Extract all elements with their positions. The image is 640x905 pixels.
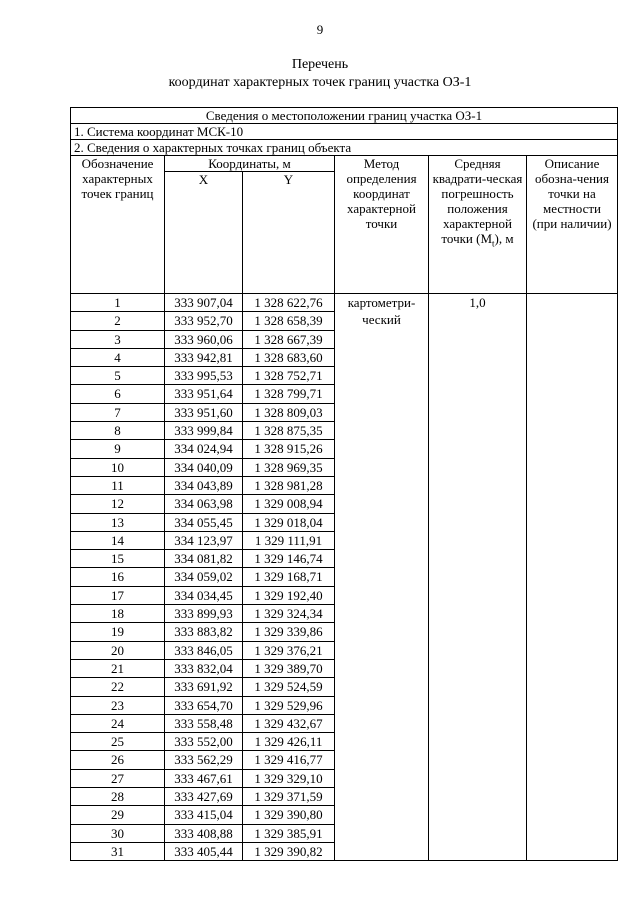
point-number: 23: [71, 696, 165, 714]
coord-x: 333 846,05: [165, 641, 243, 659]
coord-y: 1 328 667,39: [243, 330, 335, 348]
point-number: 2: [71, 312, 165, 330]
coord-x: 333 552,00: [165, 733, 243, 751]
document-title: [0, 56, 640, 92]
coord-x: 333 899,93: [165, 605, 243, 623]
coord-x: 333 995,53: [165, 367, 243, 385]
coord-y: 1 329 432,67: [243, 714, 335, 732]
coord-x: 334 040,09: [165, 458, 243, 476]
coord-system-row: [71, 124, 618, 140]
coord-y: 1 329 426,11: [243, 733, 335, 751]
coord-y: 1 328 969,35: [243, 458, 335, 476]
coord-y: 1 328 809,03: [243, 403, 335, 421]
table-body: [71, 108, 618, 861]
coord-x: 333 952,70: [165, 312, 243, 330]
page-number: 9: [316, 22, 324, 37]
header-y: Y: [243, 172, 335, 294]
point-number: 15: [71, 550, 165, 568]
point-number: 21: [71, 659, 165, 677]
point-number: 24: [71, 714, 165, 732]
coord-y: 1 328 683,60: [243, 348, 335, 366]
title-line-2: координат характерных точек границ участка ОЗ-1: [168, 75, 472, 90]
header-coords: Координаты, м: [165, 156, 335, 172]
point-number: 1: [71, 294, 165, 312]
coord-y: 1 329 008,94: [243, 495, 335, 513]
coord-y: 1 328 981,28: [243, 476, 335, 494]
coord-x: 334 081,82: [165, 550, 243, 568]
point-number: 11: [71, 476, 165, 494]
point-number: 26: [71, 751, 165, 769]
coord-x: 334 055,45: [165, 513, 243, 531]
point-number: 10: [71, 458, 165, 476]
point-number: 20: [71, 641, 165, 659]
coord-y: 1 328 752,71: [243, 367, 335, 385]
coord-x: 334 059,02: [165, 568, 243, 586]
coord-x: 333 558,48: [165, 714, 243, 732]
point-number: 17: [71, 586, 165, 604]
coord-x: 333 907,04: [165, 294, 243, 312]
coord-y: 1 329 389,70: [243, 659, 335, 677]
coord-x: 333 654,70: [165, 696, 243, 714]
point-number: 19: [71, 623, 165, 641]
coord-x: 333 467,61: [165, 769, 243, 787]
coord-x: 333 960,06: [165, 330, 243, 348]
section-title: Сведения о местоположении границ участка ОЗ-1: [71, 108, 618, 124]
method-value: картометри-ческий: [335, 294, 429, 861]
coord-x: 333 883,82: [165, 623, 243, 641]
point-number: 14: [71, 531, 165, 549]
coord-y: 1 329 524,59: [243, 678, 335, 696]
header-error: Средняя квадрати-ческая погрешность положения характерной точки $(M_t)$, м: [429, 156, 527, 294]
coord-y: 1 329 390,80: [243, 806, 335, 824]
point-number: 28: [71, 788, 165, 806]
coord-x: 333 415,04: [165, 806, 243, 824]
coord-x: 334 123,97: [165, 531, 243, 549]
coord-y: 1 329 146,74: [243, 550, 335, 568]
coord-x: 333 999,84: [165, 422, 243, 440]
point-number: 3: [71, 330, 165, 348]
coord-y: 1 329 168,71: [243, 568, 335, 586]
coord-y: 1 328 875,35: [243, 422, 335, 440]
coord-y: 1 329 385,91: [243, 824, 335, 842]
coord-x: 333 951,64: [165, 385, 243, 403]
point-number: 4: [71, 348, 165, 366]
point-number: 29: [71, 806, 165, 824]
point-number: 25: [71, 733, 165, 751]
error-value: 1,0: [429, 294, 527, 861]
coordinates-table: [70, 107, 618, 861]
points-info-row: [71, 140, 618, 156]
coord-y: 1 329 018,04: [243, 513, 335, 531]
coord-x: 334 024,94: [165, 440, 243, 458]
coord-y: 1 328 658,39: [243, 312, 335, 330]
point-number: 31: [71, 842, 165, 860]
coord-y: 1 329 376,21: [243, 641, 335, 659]
coord-y: 1 329 529,96: [243, 696, 335, 714]
coord-y: 1 329 339,86: [243, 623, 335, 641]
point-number: 22: [71, 678, 165, 696]
header-row-1: [71, 156, 618, 172]
coord-y: 1 329 192,40: [243, 586, 335, 604]
coord-x: 334 043,89: [165, 476, 243, 494]
coord-x: 334 034,45: [165, 586, 243, 604]
point-number: 16: [71, 568, 165, 586]
header-designation: Обозначение характерных точек границ: [71, 156, 165, 294]
table-row: [71, 294, 618, 312]
coord-x: 333 951,60: [165, 403, 243, 421]
coord-x: 333 408,88: [165, 824, 243, 842]
point-number: 5: [71, 367, 165, 385]
point-number: 27: [71, 769, 165, 787]
coord-x: 333 832,04: [165, 659, 243, 677]
coord-x: 333 562,29: [165, 751, 243, 769]
section-title-row: [71, 108, 618, 124]
coord-x: 334 063,98: [165, 495, 243, 513]
point-number: 12: [71, 495, 165, 513]
description-value: [527, 294, 618, 861]
coord-y: 1 329 329,10: [243, 769, 335, 787]
point-number: 8: [71, 422, 165, 440]
coord-system: 1. Система координат МСК-10: [71, 124, 618, 140]
coord-y: 1 329 371,59: [243, 788, 335, 806]
coord-y: 1 329 324,34: [243, 605, 335, 623]
point-number: 18: [71, 605, 165, 623]
coord-y: 1 328 915,26: [243, 440, 335, 458]
coord-x: 333 942,81: [165, 348, 243, 366]
header-x: X: [165, 172, 243, 294]
coord-y: 1 329 390,82: [243, 842, 335, 860]
coord-y: 1 329 416,77: [243, 751, 335, 769]
point-number: 6: [71, 385, 165, 403]
points-info: 2. Сведения о характерных точках границ объекта: [71, 140, 618, 156]
header-method: Метод определения координат характерной точки: [335, 156, 429, 294]
point-number: 9: [71, 440, 165, 458]
coord-y: 1 328 622,76: [243, 294, 335, 312]
coord-y: 1 329 111,91: [243, 531, 335, 549]
coord-y: 1 328 799,71: [243, 385, 335, 403]
header-description: Описание обозна-чения точки на местности (при наличии): [527, 156, 618, 294]
point-number: 30: [71, 824, 165, 842]
point-number: 13: [71, 513, 165, 531]
title-line-1: Перечень: [291, 57, 349, 72]
coord-x: 333 405,44: [165, 842, 243, 860]
point-number: 7: [71, 403, 165, 421]
coord-x: 333 427,69: [165, 788, 243, 806]
coord-x: 333 691,92: [165, 678, 243, 696]
